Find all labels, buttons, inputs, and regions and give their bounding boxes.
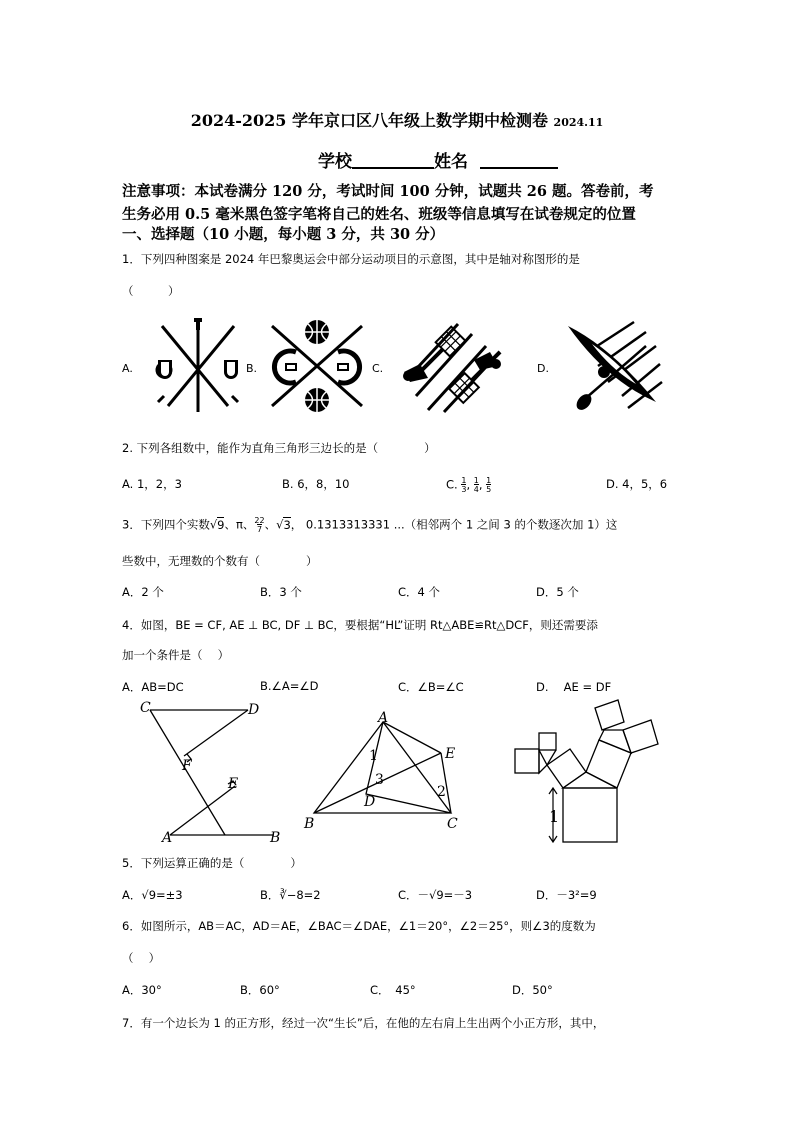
school-blank[interactable] xyxy=(352,151,434,169)
q3-stem: 3．下列四个实数√9、π、$\frac{22}{7}$、√3， 0.1313313331 ...（相邻两个 1 之间 3 的个数逐次加 1）这 xyxy=(122,516,618,534)
q3-option-a[interactable]: A．2 个 xyxy=(122,585,164,599)
fraction-1-4: $\frac{1}{4}$ xyxy=(473,476,479,494)
q6-option-c[interactable]: C． 45° xyxy=(370,983,416,997)
q3-line2: 些数中，无理数的个数有（ ） xyxy=(122,554,318,568)
notice-line-1: 注意事项：本试卷满分 120 分，考试时间 100 分钟，试题共 26 题。答卷前，考 xyxy=(122,183,654,200)
fencing-pictogram-icon xyxy=(150,316,246,412)
q7-line1: 7．有一个边长为 1 的正方形，经过一次“生长”后，在他的左右肩上生出两个小正方形，其中， xyxy=(122,1016,605,1030)
q4-line1: 4．如图，BE = CF, AE ⊥ BC, DF ⊥ BC，要根据“HL”证明 Rt△ABE≌Rt△DCF，则还需要添 xyxy=(122,618,598,632)
q4-line2: 加一个条件是（ ） xyxy=(122,648,230,662)
label-d: D xyxy=(248,702,260,718)
q6-option-d[interactable]: D．50° xyxy=(512,983,553,997)
q4-option-b[interactable]: B.∠A=∠D xyxy=(260,679,319,693)
q4-option-d[interactable]: D. AE = DF xyxy=(536,680,612,694)
fraction-1-3: $\frac{1}{3}$ xyxy=(461,476,467,494)
q6-line2: （ ） xyxy=(122,951,161,965)
q1-label-d: D. xyxy=(537,362,549,375)
q5-option-d[interactable]: D．－3²=9 xyxy=(536,888,597,902)
label-d: D xyxy=(364,794,376,810)
q5-option-b[interactable]: B．∛−8=2 xyxy=(260,888,321,902)
angle-3-label: 3 xyxy=(375,772,384,788)
q7-pythagoras-tree-figure xyxy=(508,700,678,850)
section-heading: 一、选择题（10 小题，每小题 3 分，共 30 分） xyxy=(122,226,445,243)
q2-option-d[interactable]: D. 4，5，6 xyxy=(606,477,668,491)
q6-line1: 6．如图所示，AB＝AC，AD＝AE，∠BAC＝∠DAE，∠1＝20°，∠2＝25°，则∠3的度数为 xyxy=(122,919,596,933)
sqrt-3: √3 xyxy=(276,517,291,532)
q6-figure xyxy=(300,708,470,834)
q2-option-a[interactable]: A. 1，2，3 xyxy=(122,477,182,491)
title-text: 2024-2025 学年京口区八年级上数学期中检测卷 xyxy=(190,111,548,130)
q3-option-b[interactable]: B．3 个 xyxy=(260,585,302,599)
canoe-pictogram-icon xyxy=(564,322,664,414)
name-label: 姓名 xyxy=(434,152,468,172)
label-a: A xyxy=(162,830,173,846)
q3-option-c[interactable]: C．4 个 xyxy=(398,585,441,599)
label-e: E xyxy=(228,776,239,792)
q6-option-a[interactable]: A．30° xyxy=(122,983,162,997)
q2-option-c[interactable]: C. $\frac{1}{3}$, $\frac{1}{4}$, $\frac{1}{5}$ xyxy=(446,476,492,494)
label-a: A xyxy=(378,710,389,726)
sqrt-9: √9 xyxy=(209,517,225,532)
q1-label-a: A. xyxy=(122,362,133,375)
name-blank[interactable] xyxy=(480,151,558,169)
side-length-label: 1 xyxy=(549,807,560,826)
notice-line-2: 生务必用 0.5 毫米黑色签字笔将自己的姓名、班级等信息填写在试卷规定的位置 xyxy=(122,206,636,223)
label-f: F xyxy=(182,758,192,774)
q4-option-a[interactable]: A．AB=DC xyxy=(122,680,184,694)
q4-figure xyxy=(140,700,290,850)
q1-label-c: C. xyxy=(372,362,384,375)
label-b: B xyxy=(270,830,281,846)
q1-paren: （ ） xyxy=(122,284,180,298)
q2-stem: 2. 下列各组数中，能作为直角三角形三边长的是（ ） xyxy=(122,441,436,455)
angle-1-label: 1 xyxy=(369,748,378,764)
fraction-1-5: $\frac{1}{5}$ xyxy=(486,476,492,494)
fraction-22-7: $\frac{22}{7}$ xyxy=(254,516,265,534)
q1-stem: 1．下列四种图案是 2024 年巴黎奥运会中部分运动项目的示意图，其中是轴对称图形的是 xyxy=(122,252,580,266)
badminton-pictogram-icon xyxy=(400,320,510,414)
angle-2-label: 2 xyxy=(437,784,446,800)
q3-option-d[interactable]: D．5 个 xyxy=(536,585,579,599)
basketball-pictogram-icon xyxy=(270,318,370,414)
q5-option-a[interactable]: A．√9=±3 xyxy=(122,888,183,902)
label-b: B xyxy=(304,816,315,832)
q1-label-b: B. xyxy=(246,362,258,375)
q5-stem: 5．下列运算正确的是（ ） xyxy=(122,856,302,870)
exam-date: 2024.11 xyxy=(553,116,604,129)
q6-option-b[interactable]: B．60° xyxy=(240,983,280,997)
exam-title xyxy=(0,108,794,131)
q5-option-c[interactable]: C．－√9=－3 xyxy=(398,888,473,902)
school-label: 学校 xyxy=(318,152,352,172)
label-e: E xyxy=(445,746,456,762)
student-info-line xyxy=(318,147,558,172)
q2-option-c-label: C. xyxy=(446,477,458,492)
label-c: C xyxy=(447,816,458,832)
label-c: C xyxy=(140,700,151,716)
q2-option-b[interactable]: B. 6，8，10 xyxy=(282,477,350,491)
q4-option-c[interactable]: C．∠B=∠C xyxy=(398,680,464,694)
